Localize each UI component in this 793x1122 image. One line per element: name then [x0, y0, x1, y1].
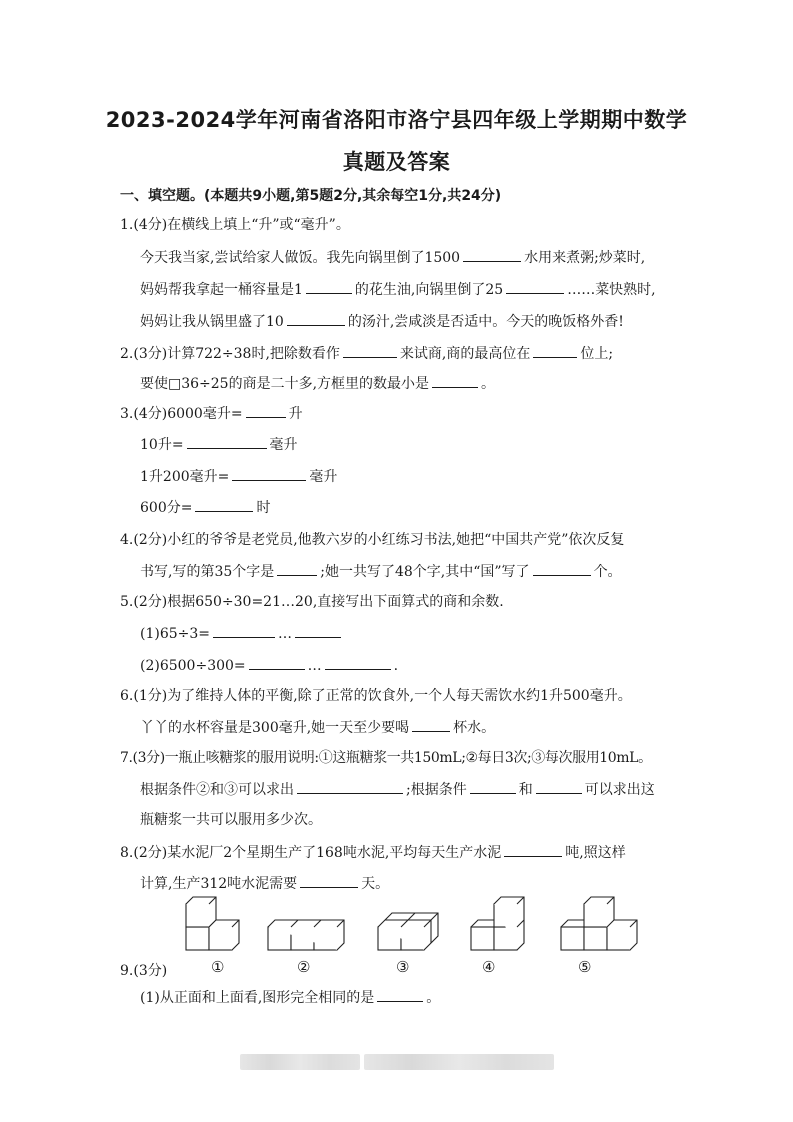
- q4-text-2b: ;她一共写了48个字,其中“国”写了: [320, 564, 530, 580]
- figure-label-2: ②: [297, 958, 311, 976]
- q7-line3: 瓶糖浆一共可以服用多少次。: [140, 812, 322, 828]
- answer-blank[interactable]: [533, 343, 577, 358]
- answer-blank[interactable]: [306, 279, 352, 294]
- q8-text-1a: 8.(2分)某水泥厂2个星期生产了168吨水泥,平均每天生产水泥: [120, 845, 502, 861]
- q5-text-3c: .: [393, 658, 399, 674]
- q3-text-4a: 600分=: [140, 500, 193, 516]
- q5-line2: [140, 623, 344, 644]
- q3-line3: [140, 466, 337, 487]
- q3-text-3b: 毫升: [309, 469, 338, 485]
- q7-text-2a: 根据条件②和③可以求出: [140, 782, 294, 798]
- q4-line1: 4.(2分)小红的爷爷是老党员,他教六岁的小红练习书法,她把“中国共产党”依次反复: [120, 532, 625, 548]
- q2-text-2b: 。: [481, 376, 496, 392]
- title-line-1: 2023-2024学年河南省洛阳市洛宁县四年级上学期期中数学: [105, 108, 688, 132]
- answer-blank[interactable]: [463, 247, 521, 262]
- q5-text-2b: …: [278, 626, 293, 642]
- answer-blank[interactable]: [506, 279, 564, 294]
- q7-line1: 7.(3分)一瓶止咳糖浆的服用说明:①这瓶糖浆一共150mL;②每日3次;③每次服用10mL。: [120, 750, 652, 766]
- answer-blank[interactable]: [536, 779, 582, 794]
- answer-blank[interactable]: [249, 655, 305, 670]
- answer-blank[interactable]: [187, 434, 267, 449]
- q3-line2: [140, 434, 298, 455]
- answer-blank[interactable]: [246, 403, 286, 418]
- footer-watermark-right: [364, 1054, 554, 1070]
- q7-text-2d: 可以求出这: [584, 782, 655, 798]
- q2-text-1a: 2.(3分)计算722÷38时,把除数看作: [120, 346, 340, 362]
- q6-text-2a: 丫丫的水杯容量是300毫升,她一天至少要喝: [140, 720, 410, 736]
- q7-text-2c: 和: [518, 782, 533, 798]
- answer-blank[interactable]: [277, 561, 317, 576]
- answer-blank[interactable]: [412, 717, 450, 732]
- q7-line2: [140, 779, 655, 800]
- q1-text-2a: 妈妈帮我拿起一桶容量是1: [140, 282, 303, 298]
- answer-blank[interactable]: [343, 343, 397, 358]
- q1-text-2b: 的花生油,向锅里倒了25: [354, 282, 504, 298]
- q5-line3: [140, 655, 398, 676]
- answer-blank[interactable]: [232, 466, 306, 481]
- figure-label-3: ③: [396, 958, 410, 976]
- q2-text-1c: 位上;: [580, 346, 614, 362]
- q2-text-1b: 来试商,商的最高位在: [399, 346, 531, 362]
- answer-blank[interactable]: [295, 623, 341, 638]
- q7-text-2b: ;根据条件: [406, 782, 467, 798]
- q9-text-1b: 。: [426, 990, 441, 1006]
- q3-text-4b: 时: [256, 500, 271, 516]
- q5-text-2a: (1)65÷3=: [140, 626, 211, 642]
- answer-blank[interactable]: [297, 779, 403, 794]
- q8-text-2b: 天。: [361, 876, 390, 892]
- q8-line2: [140, 873, 389, 894]
- q8-text-1b: 吨,照这样: [565, 845, 626, 861]
- answer-blank[interactable]: [325, 655, 391, 670]
- q3-line1: [120, 403, 303, 424]
- q1-text-1a: 今天我当家,尝试给家人做饭。我先向锅里倒了1500: [140, 250, 461, 266]
- q8-text-2a: 计算,生产312吨水泥需要: [140, 876, 298, 892]
- q1-head: 1.(4分)在横线上填上“升”或“毫升”。: [120, 217, 350, 233]
- answer-blank[interactable]: [377, 987, 423, 1002]
- q3-text-3a: 1升200毫升=: [140, 469, 230, 485]
- answer-blank[interactable]: [504, 842, 562, 857]
- q5-line1: 5.(2分)根据650÷30=21…20,直接写出下面算式的商和余数.: [120, 594, 504, 610]
- q1-text-3b: 的汤汁,尝咸淡是否适中。今天的晚饭格外香!: [347, 314, 624, 330]
- q1-text-1b: 水用来煮粥;炒菜时,: [524, 250, 646, 266]
- q5-text-3b: …: [307, 658, 322, 674]
- answer-blank[interactable]: [300, 873, 358, 888]
- q9-text-1a: (1)从正面和上面看,图形完全相同的是: [140, 990, 375, 1006]
- q2-line2: [140, 373, 495, 394]
- footer-watermark-left: [240, 1054, 360, 1070]
- q3-text-1a: 3.(4分)6000毫升=: [120, 406, 243, 422]
- cube-figure-1: [186, 897, 239, 950]
- cube-figure-5: [561, 897, 637, 950]
- answer-blank[interactable]: [533, 561, 591, 576]
- figure-label-5: ⑤: [578, 958, 592, 976]
- q3-text-2a: 10升=: [140, 437, 184, 453]
- section-heading: 一、填空题。(本题共9小题,第5题2分,其余每空1分,共24分): [120, 188, 502, 204]
- q4-text-2c: 个。: [593, 564, 622, 580]
- q3-text-1b: 升: [288, 406, 303, 422]
- answer-blank[interactable]: [287, 311, 345, 326]
- q4-line2: [140, 561, 622, 582]
- q8-line1: [120, 842, 626, 863]
- answer-blank[interactable]: [432, 373, 478, 388]
- q2-text-2a: 要使□36÷25的商是二十多,方框里的数最小是: [140, 376, 430, 392]
- q6-line1: 6.(1分)为了维持人体的平衡,除了正常的饮食外,一个人每天需饮水约1升500毫升。: [120, 688, 632, 704]
- answer-blank[interactable]: [470, 779, 516, 794]
- cube-figure-3: [378, 913, 438, 950]
- answer-blank[interactable]: [195, 497, 253, 512]
- answer-blank[interactable]: [213, 623, 275, 638]
- q3-line4: [140, 497, 270, 518]
- q9-head: 9.(3分): [120, 963, 168, 979]
- q5-text-3a: (2)6500÷300=: [140, 658, 246, 674]
- q6-line2: [140, 717, 495, 738]
- title-line-2: 真题及答案: [342, 150, 451, 174]
- q1-text-2c: ……菜快熟时,: [567, 282, 656, 298]
- q4-text-2a: 书写,写的第35个字是: [140, 564, 275, 580]
- q1-line3: [140, 311, 624, 332]
- q1-text-3a: 妈妈让我从锅里盛了10: [140, 314, 284, 330]
- q6-text-2b: 杯水。: [453, 720, 496, 736]
- cube-figure-4: [471, 897, 524, 950]
- q3-text-2b: 毫升: [269, 437, 298, 453]
- q2-line1: [120, 343, 613, 364]
- q1-line2: [140, 279, 656, 300]
- q1-line1: [140, 247, 645, 268]
- q9-sub1: [140, 987, 440, 1008]
- figure-label-4: ④: [482, 958, 496, 976]
- cube-figure-2: [268, 920, 344, 950]
- figure-label-1: ①: [211, 958, 225, 976]
